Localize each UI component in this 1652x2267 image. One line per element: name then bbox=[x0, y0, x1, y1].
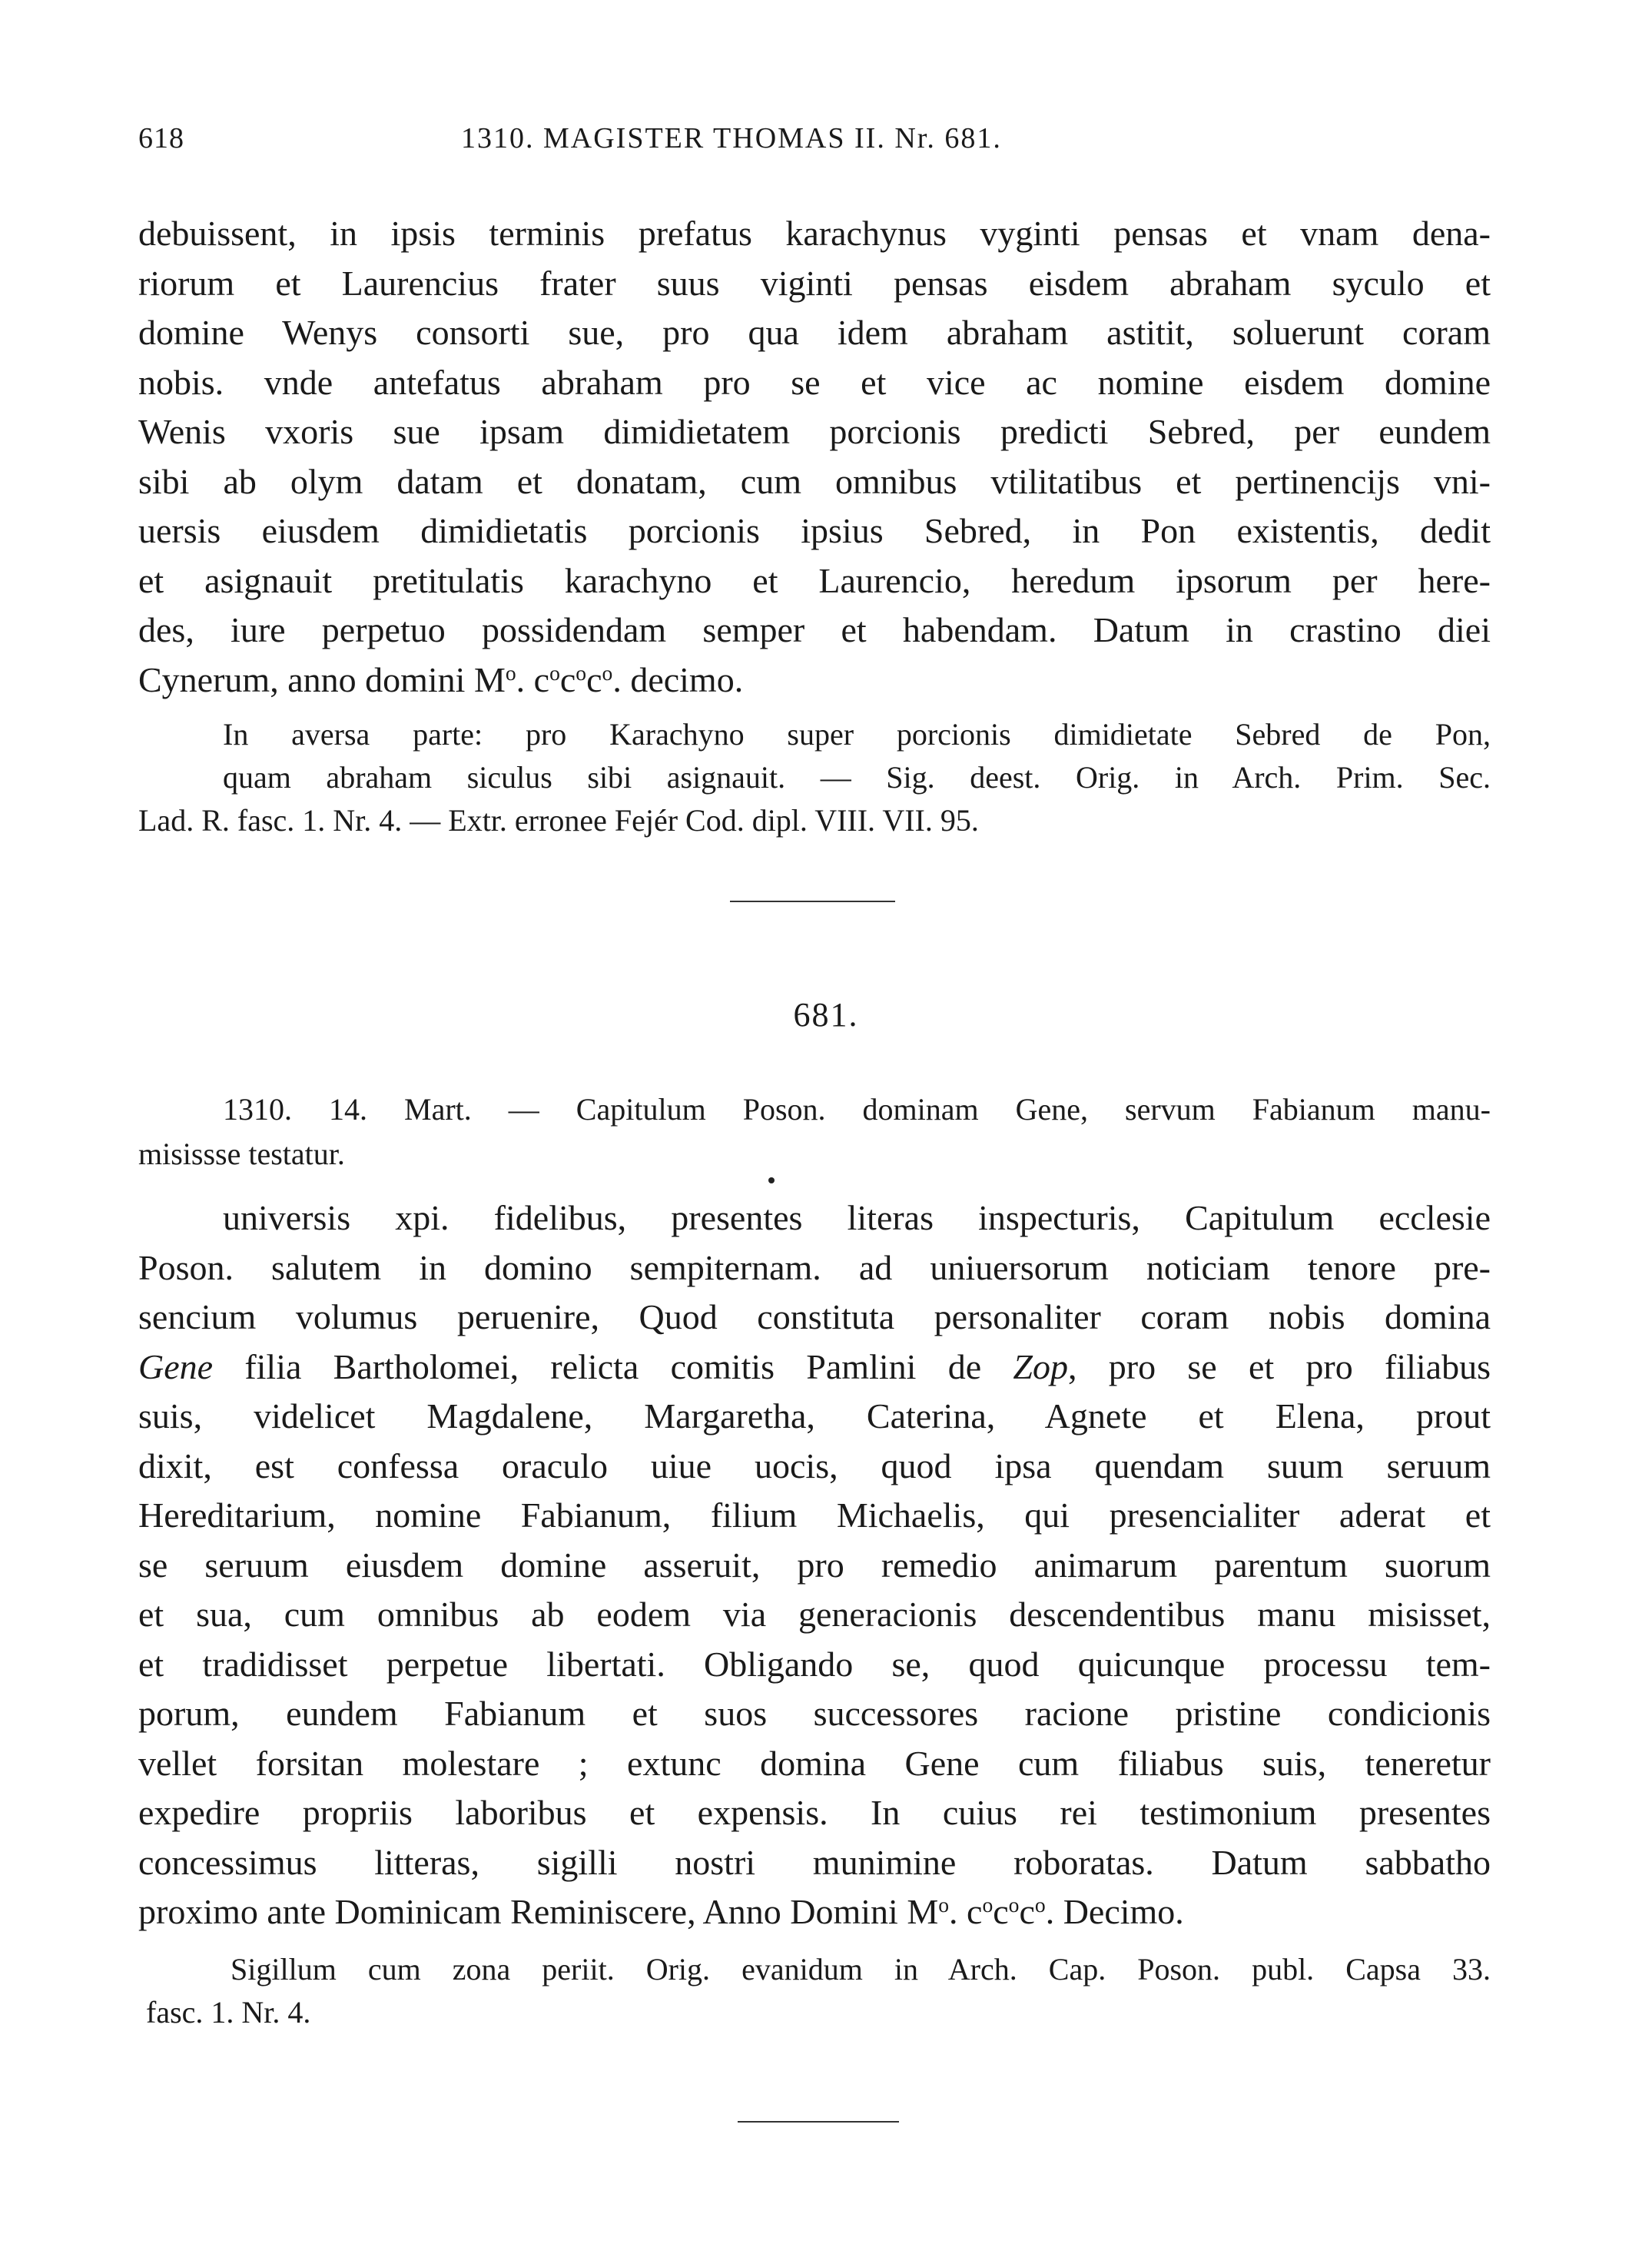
text-line: Wenis vxoris sue ipsam dimidietatem porcionis predicti Sebred, per eundem bbox=[138, 412, 1491, 451]
separator-rule bbox=[730, 901, 895, 902]
text-line: riorum et Laurencius frater suus viginti pensas eisdem abraham syculo et bbox=[138, 263, 1491, 303]
regest-line: misissse testatur. bbox=[138, 1137, 345, 1171]
text-line: uersis eiusdem dimidietatis porcionis ipsius Sebred, in Pon existentis, dedit bbox=[138, 511, 1491, 550]
text-line: dixit, est confessa oraculo uiue uocis, quod ipsa quendam suum seruum bbox=[138, 1446, 1491, 1485]
text-line: suis, videlicet Magdalene, Margaretha, Caterina, Agnete et Elena, prout bbox=[138, 1396, 1491, 1436]
text-line: et sua, cum omnibus ab eodem via generacionis descendentibus manu misisset, bbox=[138, 1595, 1491, 1634]
running-header bbox=[138, 121, 1491, 168]
regest-line: 1310. 14. Mart. — Capitulum Poson. dominam Gene, servum Fabianum manu- bbox=[223, 1092, 1491, 1127]
text-line: universis xpi. fidelibus, presentes literas inspecturis, Capitulum ecclesie bbox=[223, 1198, 1491, 1237]
text-line-date: Cynerum, anno domini $M^o$. $c^oc^oc^o$. decimo. bbox=[138, 659, 744, 699]
text-line-date: proximo ante Dominicam Reminiscere, Anno Domini $M^o$. $c^oc^oc^o$. Decimo. bbox=[138, 1892, 1184, 1931]
note-line: quam abraham siculus sibi asignauit. — Sig. deest. Orig. in Arch. Prim. Sec. bbox=[223, 760, 1491, 795]
text-line: Gene filia Bartholomei, relicta comitis Pamlini de Zop, pro se et pro filiabus bbox=[138, 1346, 1491, 1386]
text-line: porum, eundem Fabianum et suos successores racione pristine condicionis bbox=[138, 1694, 1491, 1733]
person-name: Gene bbox=[138, 1346, 214, 1386]
text-line: sibi ab olym datam et donatam, cum omnibus vtilitatibus et pertinencijs vni- bbox=[138, 461, 1491, 501]
page-number: 618 bbox=[138, 122, 184, 154]
note-line: In aversa parte: pro Karachyno super porcionis dimidietate Sebred de Pon, bbox=[223, 717, 1491, 752]
text-line: sencium volumus peruenire, Quod constituta personaliter coram nobis domina bbox=[138, 1297, 1491, 1336]
charter-note bbox=[146, 1948, 1491, 2034]
document-regest bbox=[138, 1087, 1491, 1177]
continuation-note bbox=[138, 713, 1491, 842]
closing-rule bbox=[738, 2121, 899, 2123]
continuation-text bbox=[138, 209, 1491, 705]
text-line: et asignauit pretitulatis karachyno et Laurencio, heredum ipsorum per here- bbox=[138, 560, 1491, 600]
charter-text bbox=[138, 1193, 1491, 1937]
text-line: domine Wenys consorti sue, pro qua idem abraham astitit, soluerunt coram bbox=[138, 313, 1491, 352]
text-line: et tradidisset perpetue libertati. Obligando se, quod quicunque processu tem- bbox=[138, 1644, 1491, 1684]
document-number: 681. bbox=[793, 996, 859, 1034]
text-line: Hereditarium, nomine Fabianum, filium Michaelis, qui presencialiter aderat et bbox=[138, 1495, 1491, 1535]
text-line: concessimus litteras, sigilli nostri munimine roboratas. Datum sabbatho bbox=[138, 1842, 1491, 1882]
running-title: 1310. MAGISTER THOMAS II. Nr. 681. bbox=[461, 122, 1002, 154]
note-line: Lad. R. fasc. 1. Nr. 4. — Extr. erronee Fejér Cod. dipl. VIII. VII. 95. bbox=[138, 803, 979, 838]
ink-mark bbox=[768, 1177, 775, 1183]
text-line: debuissent, in ipsis terminis prefatus karachynus vyginti pensas et vnam dena- bbox=[138, 214, 1491, 253]
text-line: expedire propriis laboribus et expensis. In cuius rei testimonium presentes bbox=[138, 1793, 1491, 1832]
note-line: fasc. 1. Nr. 4. bbox=[146, 1995, 311, 2030]
place-name: Zop bbox=[1013, 1346, 1068, 1386]
text-line: vellet forsitan molestare ; extunc domina Gene cum filiabus suis, teneretur bbox=[138, 1743, 1491, 1783]
text-line: des, iure perpetuo possidendam semper et habendam. Datum in crastino diei bbox=[138, 610, 1491, 649]
text-line: Poson. salutem in domino sempiternam. ad uniuersorum noticiam tenore pre- bbox=[138, 1247, 1491, 1287]
note-line: Sigillum cum zona periit. Orig. evanidum in Arch. Cap. Poson. publ. Capsa 33. bbox=[231, 1952, 1491, 1987]
text-line: nobis. vnde antefatus abraham pro se et vice ac nomine eisdem domine bbox=[138, 362, 1491, 402]
text-line: se seruum eiusdem domine asseruit, pro remedio animarum parentum suorum bbox=[138, 1545, 1491, 1585]
